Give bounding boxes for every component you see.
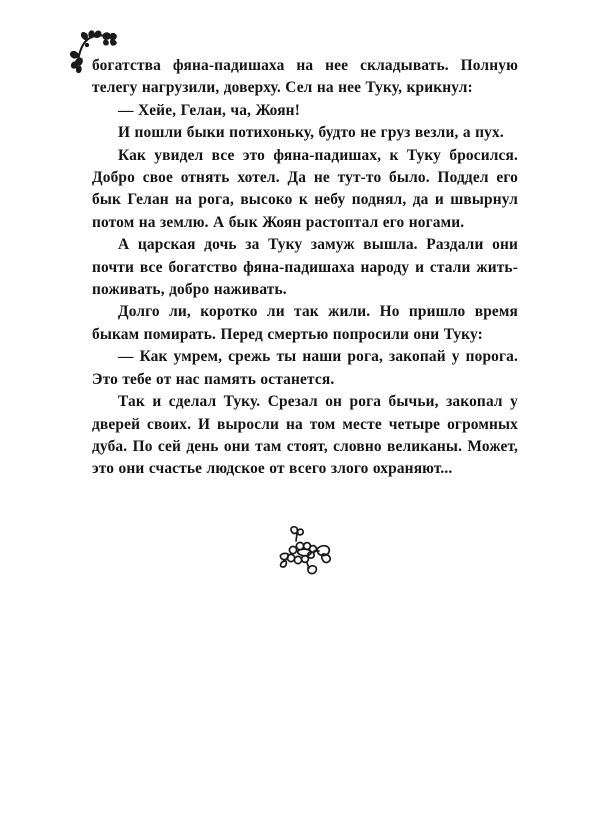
paragraph-dialogue: — Хейе, Гелан, ча, Жоян!	[118, 101, 300, 119]
paragraph: богатства фяна-падишаха на нее складывать. Полную телегу нагрузили, доверху. Сел на нее Туку, крикнул:	[92, 57, 518, 97]
paragraph: Долго ли, коротко ли так жили. Но пришло время быкам помирать. Перед смертью попросили они Туку:	[92, 303, 518, 343]
paragraph: А царская дочь за Туку замуж вышла. Раздали они почти все богатство фяна-падишаха народу и стали жить-поживать, добро наживать.	[92, 236, 518, 299]
body-text-column	[92, 55, 518, 481]
paragraph-dialogue: — Как умрем, срежь ты наши рога, закопай у порога. Это тебе от нас память останется.	[92, 348, 518, 388]
berry-cluster-ornament	[267, 524, 343, 584]
paragraph: Как увидел все это фяна-падишах, к Туку бросился. Добро свое отнять хотел. Да не тут-то было. Поддел его бык Гелан на рога, высоко к небу поднял, да и швырнул потом на землю. А бык Жоян растоптал его ногами.	[92, 146, 518, 231]
paragraph: И пошли быки потихоньку, будто не груз везли, а пух.	[118, 124, 504, 142]
paragraph: Так и сделал Туку. Срезал он рога бычьи, закопал у дверей своих. И выросли на том месте четыре огромных дуба. По сей день они там стоят, словно великаны. Может, это они счастье людское от всего злого охраняют...	[92, 393, 518, 478]
